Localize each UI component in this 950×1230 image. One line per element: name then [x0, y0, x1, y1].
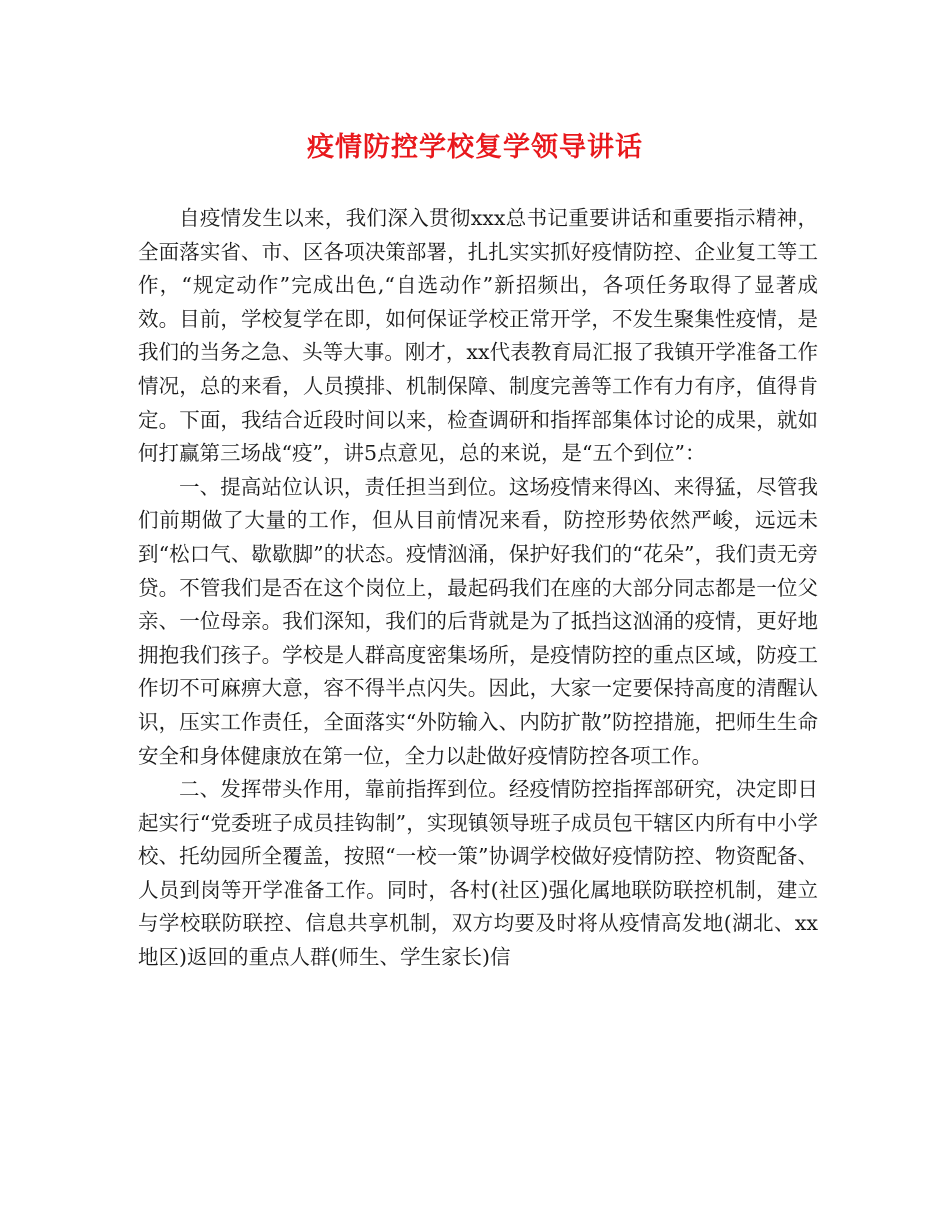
document-body: [138, 202, 818, 975]
paragraph-point-two: 二、发挥带头作用，靠前指挥到位。经疫情防控指挥部研究，决定即日起实行“党委班子成员挂钩制”，实现镇领导班子成员包干辖区内所有中小学校、托幼园所全覆盖，按照“一校一策”协调学校做好疫情防控、物资配备、人员到岗等开学准备工作。同时，各村(社区)强化属地联防联控机制，建立与学校联防联控、信息共享机制，双方均要及时将从疫情高发地(湖北、xx地区)返回的重点人群(师生、学生家长)信: [138, 777, 818, 970]
paragraph-point-one: 一、提高站位认识，责任担当到位。这场疫情来得凶、来得猛，尽管我们前期做了大量的工作，但从目前情况来看，防控形势依然严峻，远远未到“松口气、歇歇脚”的状态。疫情汹涌，保护好我们的“花朵”，我们责无旁贷。不管我们是否在这个岗位上，最起码我们在座的大部分同志都是一位父亲、一位母亲。我们深知，我们的后背就是为了抵挡这汹涌的疫情，更好地拥抱我们孩子。学校是人群高度密集场所，是疫情防控的重点区域，防疫工作切不可麻痹大意，容不得半点闪失。因此，大家一定要保持高度的清醒认识，压实工作责任，全面落实“外防输入、内防扩散”防控措施，把师生生命安全和身体健康放在第一位，全力以赴做好疫情防控各项工作。: [138, 474, 818, 768]
paragraph-intro: 自疫情发生以来，我们深入贯彻xxx总书记重要讲话和重要指示精神，全面落实省、市、区各项决策部署，扎扎实实抓好疫情防控、企业复工等工作，“规定动作”完成出色,“自选动作”新招频出，各项任务取得了显著成效。目前，学校复学在即，如何保证学校正常开学，不发生聚集性疫情，是我们的当务之急、头等大事。刚才，xx代表教育局汇报了我镇开学准备工作情况，总的来看，人员摸排、机制保障、制度完善等工作有力有序，值得肯定。下面，我结合近段时间以来，检查调研和指挥部集体讨论的成果，就如何打赢第三场战“疫”，讲5点意见，总的来说，是“五个到位”：: [138, 206, 818, 466]
document-title: 疫情防控学校复学领导讲话: [307, 132, 643, 163]
